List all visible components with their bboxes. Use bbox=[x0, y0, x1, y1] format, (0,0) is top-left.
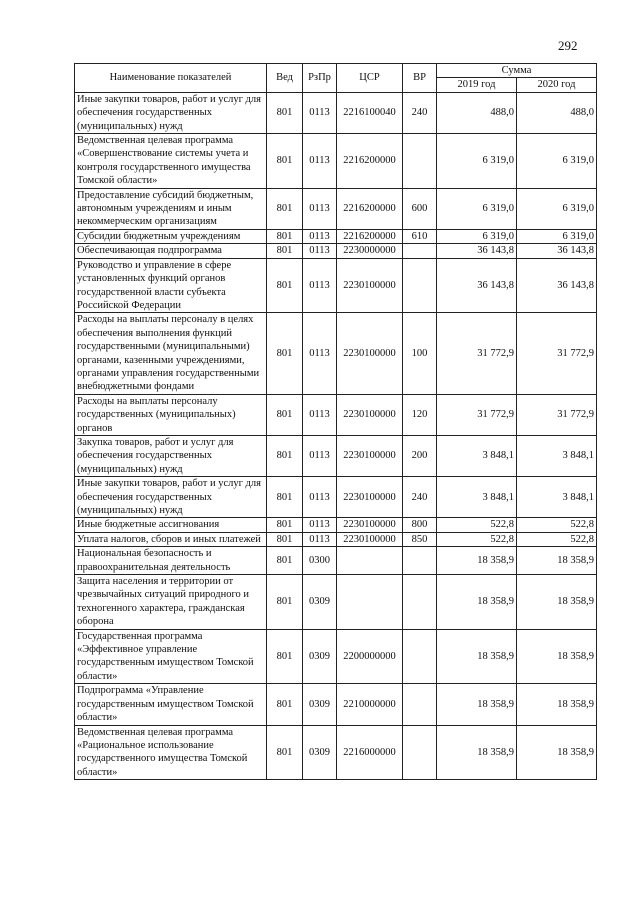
row-ved: 801 bbox=[267, 435, 303, 476]
row-vr: 600 bbox=[403, 188, 437, 229]
header-vr: ВР bbox=[403, 64, 437, 93]
row-2019: 31 772,9 bbox=[437, 313, 517, 394]
row-csr: 2216200000 bbox=[337, 229, 403, 243]
row-name: Обеспечивающая подпрограмма bbox=[75, 244, 267, 258]
row-2019: 6 319,0 bbox=[437, 188, 517, 229]
row-rzpr: 0113 bbox=[303, 134, 337, 189]
row-rzpr: 0113 bbox=[303, 244, 337, 258]
row-ved: 801 bbox=[267, 532, 303, 546]
row-ved: 801 bbox=[267, 313, 303, 394]
row-2020: 522,8 bbox=[517, 532, 597, 546]
row-csr: 2216000000 bbox=[337, 725, 403, 780]
row-2020: 18 358,9 bbox=[517, 547, 597, 575]
row-rzpr: 0113 bbox=[303, 258, 337, 313]
header-2019: 2019 год bbox=[437, 78, 517, 92]
table-row bbox=[75, 258, 597, 313]
row-2019: 36 143,8 bbox=[437, 244, 517, 258]
row-vr: 240 bbox=[403, 92, 437, 133]
row-2019: 3 848,1 bbox=[437, 435, 517, 476]
row-csr: 2230100000 bbox=[337, 532, 403, 546]
table-row bbox=[75, 725, 597, 780]
row-rzpr: 0113 bbox=[303, 229, 337, 243]
row-name: Ведомственная целевая программа «Совершенствование системы учета и контроля государственного имущества Томской области» bbox=[75, 134, 267, 189]
row-csr: 2230100000 bbox=[337, 435, 403, 476]
row-ved: 801 bbox=[267, 92, 303, 133]
row-vr: 850 bbox=[403, 532, 437, 546]
row-vr bbox=[403, 575, 437, 630]
table-row bbox=[75, 518, 597, 532]
row-ved: 801 bbox=[267, 229, 303, 243]
row-ved: 801 bbox=[267, 725, 303, 780]
row-ved: 801 bbox=[267, 684, 303, 725]
row-rzpr: 0309 bbox=[303, 725, 337, 780]
row-name: Национальная безопасность и правоохранительная деятельность bbox=[75, 547, 267, 575]
row-vr bbox=[403, 547, 437, 575]
table-row bbox=[75, 244, 597, 258]
row-2019: 36 143,8 bbox=[437, 258, 517, 313]
table-header-row bbox=[75, 64, 597, 78]
row-2019: 18 358,9 bbox=[437, 684, 517, 725]
row-ved: 801 bbox=[267, 394, 303, 435]
row-vr bbox=[403, 629, 437, 684]
header-ved: Вед bbox=[267, 64, 303, 93]
row-2019: 488,0 bbox=[437, 92, 517, 133]
table-row bbox=[75, 477, 597, 518]
page-number: 292 bbox=[558, 38, 578, 53]
row-2019: 18 358,9 bbox=[437, 629, 517, 684]
row-ved: 801 bbox=[267, 629, 303, 684]
row-2019: 18 358,9 bbox=[437, 575, 517, 630]
row-2020: 522,8 bbox=[517, 518, 597, 532]
row-2020: 488,0 bbox=[517, 92, 597, 133]
row-csr: 2230100000 bbox=[337, 394, 403, 435]
row-2019: 6 319,0 bbox=[437, 134, 517, 189]
table-row bbox=[75, 229, 597, 243]
row-ved: 801 bbox=[267, 258, 303, 313]
header-sum: Сумма bbox=[437, 64, 597, 78]
row-2020: 6 319,0 bbox=[517, 188, 597, 229]
row-2020: 6 319,0 bbox=[517, 229, 597, 243]
table-row bbox=[75, 188, 597, 229]
row-csr: 2200000000 bbox=[337, 629, 403, 684]
table-row bbox=[75, 629, 597, 684]
row-vr: 800 bbox=[403, 518, 437, 532]
row-vr: 200 bbox=[403, 435, 437, 476]
row-csr: 2230100000 bbox=[337, 518, 403, 532]
row-vr: 610 bbox=[403, 229, 437, 243]
row-2019: 522,8 bbox=[437, 532, 517, 546]
row-ved: 801 bbox=[267, 547, 303, 575]
row-ved: 801 bbox=[267, 575, 303, 630]
row-vr bbox=[403, 684, 437, 725]
row-ved: 801 bbox=[267, 244, 303, 258]
table-row bbox=[75, 532, 597, 546]
row-2020: 18 358,9 bbox=[517, 629, 597, 684]
row-2020: 36 143,8 bbox=[517, 244, 597, 258]
row-name: Закупка товаров, работ и услуг для обеспечения государственных (муниципальных) нужд bbox=[75, 435, 267, 476]
row-rzpr: 0113 bbox=[303, 92, 337, 133]
row-csr: 2216100040 bbox=[337, 92, 403, 133]
row-name: Иные закупки товаров, работ и услуг для обеспечения государственных (муниципальных) нужд bbox=[75, 477, 267, 518]
row-name: Защита населения и территории от чрезвычайных ситуаций природного и техногенного характера, гражданская оборона bbox=[75, 575, 267, 630]
row-csr: 2210000000 bbox=[337, 684, 403, 725]
row-rzpr: 0309 bbox=[303, 575, 337, 630]
table-row bbox=[75, 575, 597, 630]
table-row bbox=[75, 313, 597, 394]
row-name: Расходы на выплаты персоналу государственных (муниципальных) органов bbox=[75, 394, 267, 435]
row-csr: 2216200000 bbox=[337, 188, 403, 229]
table-row bbox=[75, 435, 597, 476]
row-rzpr: 0113 bbox=[303, 477, 337, 518]
table-row bbox=[75, 92, 597, 133]
row-name: Расходы на выплаты персоналу в целях обеспечения выполнения функций государственными (муниципальными) органами, казенными учреждениями, органами управления государственными внебюджетными фондами bbox=[75, 313, 267, 394]
row-csr: 2216200000 bbox=[337, 134, 403, 189]
row-name: Руководство и управление в сфере установленных функций органов государственной власти субъекта Российской Федерации bbox=[75, 258, 267, 313]
header-2020: 2020 год bbox=[517, 78, 597, 92]
row-name: Иные закупки товаров, работ и услуг для обеспечения государственных (муниципальных) нужд bbox=[75, 92, 267, 133]
row-2019: 522,8 bbox=[437, 518, 517, 532]
row-2020: 18 358,9 bbox=[517, 684, 597, 725]
row-csr: 2230100000 bbox=[337, 477, 403, 518]
row-2020: 31 772,9 bbox=[517, 394, 597, 435]
row-name: Иные бюджетные ассигнования bbox=[75, 518, 267, 532]
row-vr: 120 bbox=[403, 394, 437, 435]
row-rzpr: 0113 bbox=[303, 518, 337, 532]
table-row bbox=[75, 394, 597, 435]
row-ved: 801 bbox=[267, 134, 303, 189]
table-row bbox=[75, 134, 597, 189]
row-csr bbox=[337, 547, 403, 575]
header-name: Наименование показателей bbox=[75, 64, 267, 93]
row-rzpr: 0113 bbox=[303, 532, 337, 546]
row-2020: 36 143,8 bbox=[517, 258, 597, 313]
row-vr bbox=[403, 244, 437, 258]
row-ved: 801 bbox=[267, 518, 303, 532]
row-csr: 2230100000 bbox=[337, 313, 403, 394]
row-2020: 18 358,9 bbox=[517, 725, 597, 780]
row-rzpr: 0113 bbox=[303, 394, 337, 435]
row-2019: 31 772,9 bbox=[437, 394, 517, 435]
row-vr bbox=[403, 258, 437, 313]
row-vr bbox=[403, 725, 437, 780]
row-ved: 801 bbox=[267, 477, 303, 518]
row-name: Подпрограмма «Управление государственным имуществом Томской области» bbox=[75, 684, 267, 725]
row-name: Государственная программа «Эффективное управление государственным имуществом Томской области» bbox=[75, 629, 267, 684]
row-ved: 801 bbox=[267, 188, 303, 229]
header-rzpr: РзПр bbox=[303, 64, 337, 93]
row-rzpr: 0113 bbox=[303, 313, 337, 394]
row-rzpr: 0309 bbox=[303, 629, 337, 684]
table-row bbox=[75, 547, 597, 575]
budget-table bbox=[74, 63, 597, 780]
row-rzpr: 0300 bbox=[303, 547, 337, 575]
row-name: Предоставление субсидий бюджетным, автономным учреждениям и иным некоммерческим организациям bbox=[75, 188, 267, 229]
row-2019: 18 358,9 bbox=[437, 547, 517, 575]
row-name: Ведомственная целевая программа «Рациональное использование государственного имущества Томской области» bbox=[75, 725, 267, 780]
row-2020: 6 319,0 bbox=[517, 134, 597, 189]
header-csr: ЦСР bbox=[337, 64, 403, 93]
row-rzpr: 0309 bbox=[303, 684, 337, 725]
row-2019: 3 848,1 bbox=[437, 477, 517, 518]
row-vr: 100 bbox=[403, 313, 437, 394]
row-name: Субсидии бюджетным учреждениям bbox=[75, 229, 267, 243]
row-name: Уплата налогов, сборов и иных платежей bbox=[75, 532, 267, 546]
row-vr bbox=[403, 134, 437, 189]
row-rzpr: 0113 bbox=[303, 188, 337, 229]
table-row bbox=[75, 684, 597, 725]
row-2020: 31 772,9 bbox=[517, 313, 597, 394]
row-2020: 3 848,1 bbox=[517, 477, 597, 518]
row-csr: 2230000000 bbox=[337, 244, 403, 258]
row-2019: 6 319,0 bbox=[437, 229, 517, 243]
row-vr: 240 bbox=[403, 477, 437, 518]
row-csr bbox=[337, 575, 403, 630]
row-rzpr: 0113 bbox=[303, 435, 337, 476]
row-2020: 18 358,9 bbox=[517, 575, 597, 630]
row-2019: 18 358,9 bbox=[437, 725, 517, 780]
row-2020: 3 848,1 bbox=[517, 435, 597, 476]
row-csr: 2230100000 bbox=[337, 258, 403, 313]
